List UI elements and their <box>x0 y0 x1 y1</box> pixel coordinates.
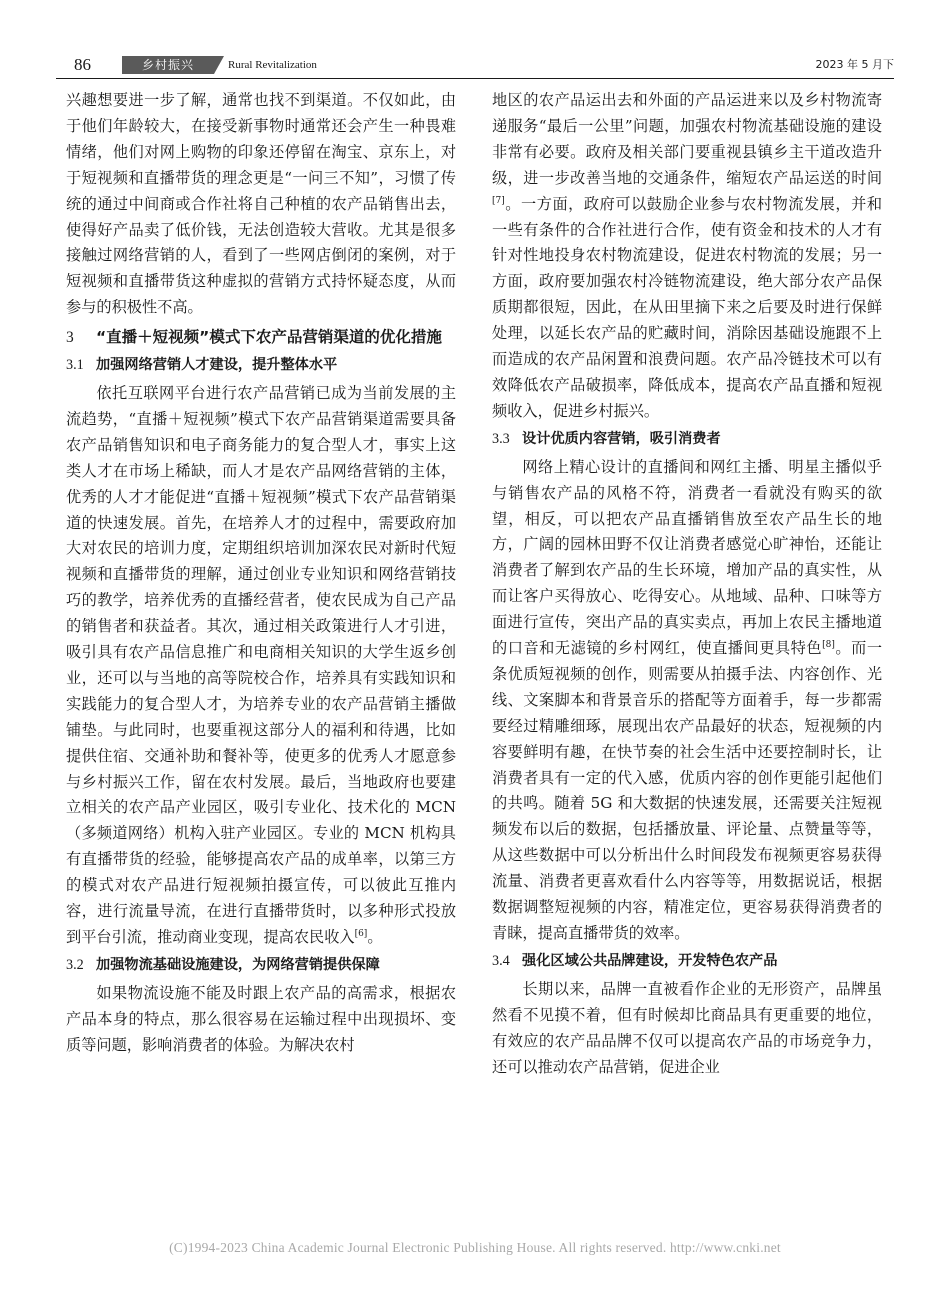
subsection-3-1-heading <box>66 353 456 379</box>
subsection-title: 加强物流基础设施建设，为网络营销提供保障 <box>96 956 380 973</box>
right-column <box>492 88 882 1080</box>
section-3-heading <box>66 325 456 351</box>
header-rule <box>56 78 894 79</box>
paragraph-intro-continued: 兴趣想要进一步了解，通常也找不到渠道。不仅如此，由于他们年龄较大，在接受新事物时通常还会产生一种畏难情绪，他们对网上购物的印象还停留在淘宝、京东上，对于短视频和直播带货的理念更是“一问三不知”，习惯了传统的通过中间商或合作社将自己种植的农产品销售出去，使得好产品卖了低价钱，无法创造较大营收。尤其是很多接触过网络营销的人，看到了一些网店倒闭的案例，对于短视频和直播带货这种虚拟的营销方式持怀疑态度，从而参与的积极性不高。 <box>66 91 456 317</box>
journal-name-tag: 乡村振兴 <box>122 56 214 74</box>
citation-7[interactable]: [7] <box>492 195 505 206</box>
paragraph-3-4-start: 长期以来，品牌一直被看作企业的无形资产，品牌虽然看不见摸不着，但有时候却比商品具有更重要的地位，有效应的农产品品牌不仅可以提高农产品的市场竞争力，还可以推动农产品营销，促进企业 <box>492 979 882 1076</box>
subsection-number: 3.1 <box>66 357 84 374</box>
paragraph-text: 网络上精心设计的直播间和网红主播、明星主播似乎与销售农产品的风格不符，消费者一看就没有购买的欲望，相反，可以把农产品直播销售放至农产品生长的地方，广阔的园林田野不仅让消费者感觉心旷神怡，还能让消费者了解到农产品的生长环境，增加产品的真实性，从而让客户买得放心、吃得安心。从地域、品种、口味等方面进行宣传，突出产品的真实卖点，再加上农民主播地道的口音和无滤镜的乡村网红，使直播间更具特色 <box>492 457 882 658</box>
subsection-title: 加强网络营销人才建设，提升整体水平 <box>96 357 338 374</box>
subsection-number: 3.4 <box>492 952 510 969</box>
subsection-3-2-heading <box>66 953 456 979</box>
subsection-title: 强化区域公共品牌建设，开发特色农产品 <box>522 952 778 969</box>
paragraph-3-2-start: 如果物流设施不能及时跟上农产品的高需求，根据农产品本身的特点，那么很容易在运输过程中出现损坏、变质等问题，影响消费者的体验。为解决农村 <box>66 983 456 1054</box>
paragraph-text: 。一方面，政府可以鼓励企业参与农村物流发展，并和一些有条件的合作社进行合作，使有资金和技术的人才有针对性地投身农村物流建设，促进农村物流的发展；另一方面，政府要加强农村冷链物流建设，绝大部分农产品保质期都很短，因此，在从田里摘下来之后要及时进行保鲜处理，以延长农产品的贮藏时间，消除因基础设施跟不上而造成的农产品闲置和浪费问题。农产品冷链技术可以有效降低农产品破损率，降低成本，提高农产品直播和短视频收入，促进乡村振兴。 <box>492 194 882 420</box>
paragraph-text: 依托互联网平台进行农产品营销已成为当前发展的主流趋势，“直播＋短视频”模式下农产品营销渠道需要具备农产品销售知识和电子商务能力的复合型人才，事实上这类人才在市场上稀缺，而人才是农产品网络营销的主体，优秀的人才才能促进“直播＋短视频”模式下农产品营销渠道的快速发展。首先，在培养人才的过程中，需要政府加大对农民的培训力度，定期组织培训加深农民对新时代短视频和直播带货的理解，通过创业专业知识和网络营销技巧的教学，培养优秀的直播经营者，使农民成为自己产品的销售者和获益者。其次，通过相关政策进行人才引进，吸引具有农产品信息推广和电商相关知识的大学生返乡创业，还可以与当地的高等院校合作，培养具有实践知识和实践能力的复合型人才，为培养专业的农产品营销主播做铺垫。与此同时，也要重视这部分人的福利和待遇，比如提供住宿、交通补助和餐补等，使更多的优秀人才愿意参与乡村振兴工作，留在农村发展。最后，当地政府也要建立相关的农产品产业园区，吸引专业化、技术化的 MCN（多频道网络）机构入驻产业园区。专业的 MCN 机构具有直播带货的经验，能够提高农产品的成单率，以第三方的模式对农产品进行短视频拍摄宣传，可以彼此互推内容，进行流量导流，在进行直播带货时，以多种形式投放到平台引流，推动商业变现，提高农民收入 <box>66 383 456 946</box>
citation-8[interactable]: [8] <box>822 639 835 650</box>
issue-date: 2023 年 5 月下 <box>815 58 894 71</box>
left-column <box>66 88 456 1059</box>
section-title: “直播＋短视频”模式下农产品营销渠道的优化措施 <box>96 328 442 347</box>
paragraph-3-1 <box>66 381 456 951</box>
paragraph-text: 。而一条优质短视频的创作，则需要从拍摄手法、内容创作、光线、文案脚本和背景音乐的搭配等方面着手，每一步都需要经过精雕细琢，展现出农产品最好的状态，短视频的内容要鲜明有趣，在快节奏的社会生活中还要控制时长，让消费者具有一定的代入感，优质内容的创作更能引起他们的共鸣。随着 5G 和大数据的快速发展，还需要关注短视频发布以后的数据，包括播放量、评论量、点赞量等等，从这些数据中可以分析出什么时间段发布视频更容易获得流量、消费者更喜欢看什么内容等等，用数据说话，根据数据调整短视频的内容，精准定位，更容易获得消费者的青睐，提高直播带货的效率。 <box>492 639 882 942</box>
subsection-3-3-heading <box>492 427 882 453</box>
paragraph-3-3 <box>492 455 882 947</box>
subsection-title: 设计优质内容营销，吸引消费者 <box>522 430 721 447</box>
subsection-3-4-heading <box>492 949 882 975</box>
journal-english-name: Rural Revitalization <box>228 59 317 71</box>
copyright-footer: (C)1994-2023 China Academic Journal Electronic Publishing House. All rights reserved. http://www.cnki.net <box>169 1240 781 1255</box>
paragraph-3-2-continued <box>492 88 882 425</box>
paragraph-text: 地区的农产品运出去和外面的产品运进来以及乡村物流寄递服务“最后一公里”问题，加强农村物流基础设施的建设非常有必要。政府及相关部门要重视县镇乡主干道改造升级，进一步改善当地的交通条件，缩短农产品运送的时间 <box>492 91 882 187</box>
page-number: 86 <box>74 55 91 74</box>
paragraph-end: 。 <box>367 928 383 946</box>
running-header <box>56 54 894 76</box>
subsection-number: 3.3 <box>492 430 510 447</box>
subsection-number: 3.2 <box>66 956 84 973</box>
section-number: 3 <box>66 329 74 347</box>
citation-6[interactable]: [6] <box>354 928 368 939</box>
